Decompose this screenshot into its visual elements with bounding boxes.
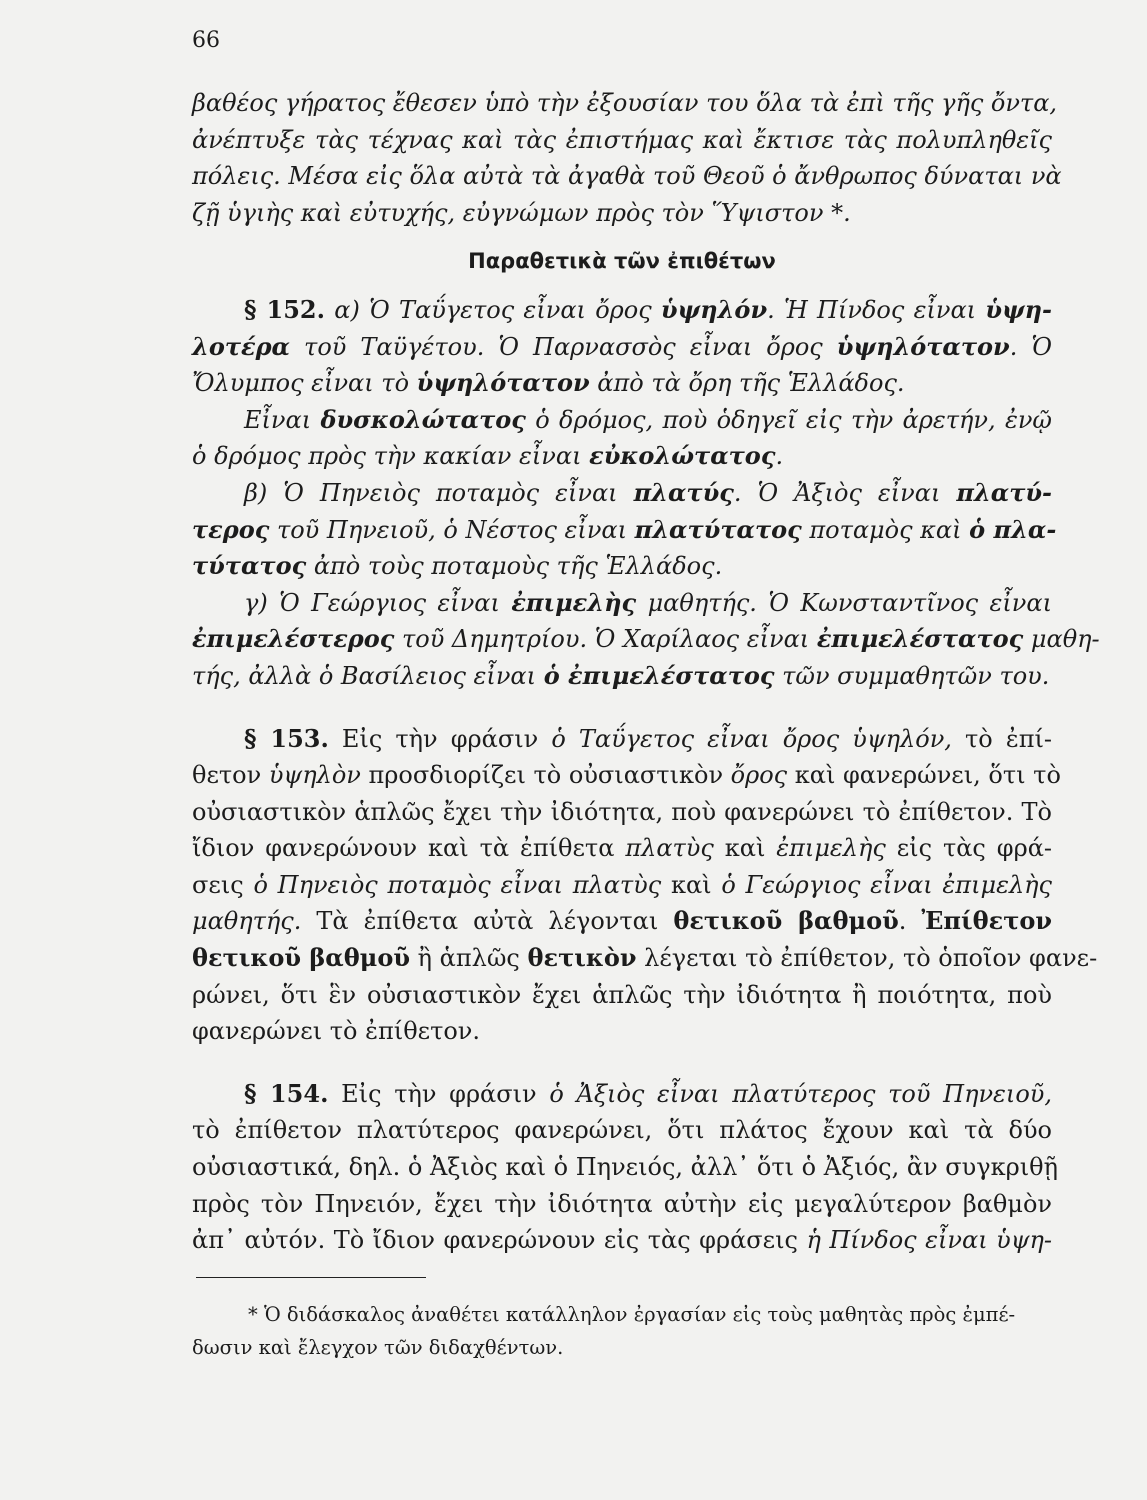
s153-text: σεις <box>192 870 254 899</box>
s152-text: . Ἡ Πίνδος εἶναι <box>767 295 986 324</box>
s154-line-1 <box>192 1076 1052 1113</box>
s152-text: α) Ὁ Ταΰγετος εἶναι ὄρος <box>325 295 661 324</box>
s152-emph: τερος <box>192 514 270 544</box>
s154-line-4: πρὸς τὸν Πηνειόν, ἔχει τὴν ἰδιότητα αὐτὴν εἰς μεγαλύτερον βαθμὸν <box>192 1189 1052 1218</box>
s153-bold: θετικοῦ βαθμοῦ <box>673 906 899 936</box>
intro-line-1: βαθέος γήρατος ἔθεσεν ὑπὸ τὴν ἐξουσίαν του ὅλα τὰ ἐπὶ τῆς γῆς ὄντα, <box>192 89 1058 117</box>
s152-text: τοῦ Ταϋγέτου. Ὁ Παρνασσὸς εἶναι ὄρος <box>290 332 837 361</box>
s154-number: § 154. <box>244 1078 329 1108</box>
s153-line-8: ρώνει, ὅτι ἓν οὐσιαστικὸν ἔχει ἁπλῶς τὴν ἰδιότητα ἢ ποιότητα, ποὺ <box>192 980 1052 1009</box>
s153-text: τὸ ἐπί- <box>951 724 1053 753</box>
s153-bold: Ἐπίθετον <box>921 906 1052 936</box>
page-body <box>192 85 1100 1259</box>
s152-line-6 <box>192 475 1052 512</box>
intro-line-3: πόλεις. Μέσα εἰς ὅλα αὐτὰ τὰ ἀγαθὰ τοῦ Θεοῦ ὁ ἄνθρωπος δύναται νὰ <box>192 162 1062 191</box>
s153-line-3: οὐσιαστικὸν ἁπλῶς ἔχει τὴν ἰδιότητα, ποὺ φανερώνει τὸ ἐπίθετον. Τὸ <box>192 797 1052 826</box>
s152-text: ποταμὸς καὶ <box>801 515 970 544</box>
s153-bold: θετικοῦ βαθμοῦ <box>192 943 411 973</box>
s152-emph: ὑψηλόν <box>660 294 768 324</box>
intro-line-4: ζῇ ὑγιὴς καὶ εὐτυχής, εὐγνώμων πρὸς τὸν Ὕψιστον *. <box>192 198 851 227</box>
footnote-divider <box>196 1277 426 1278</box>
s152-text: Εἶναι <box>244 405 321 434</box>
s153-line-4 <box>192 830 1052 867</box>
s152-emph: ὁ ἐπιμελέστατος <box>543 660 775 690</box>
s152-emph: τύτατος <box>192 551 307 581</box>
s154-line-5 <box>192 1222 1052 1259</box>
s153-text: ἴδιον φανερώνουν καὶ τὰ ἐπίθετα <box>192 834 626 863</box>
s152-text: ὁ δρόμος, ποὺ ὁδηγεῖ εἰς τὴν ἀρετήν, ἐνῷ <box>525 405 1053 434</box>
s153-text: καὶ <box>661 870 722 899</box>
s153-text: Τὰ ἐπίθετα αὐτὰ λέγονται <box>301 907 674 936</box>
s152-number: § 152. <box>244 294 325 324</box>
s152-emph: πλατύς <box>633 477 734 507</box>
intro-line-2: ἀνέπτυξε τὰς τέχνας καὶ τὰς ἐπιστήμας καὶ ἔκτισε τὰς πολυπληθεῖς <box>192 125 1052 154</box>
s153-text: εἰς τὰς φρά- <box>885 834 1053 863</box>
s152-line-3 <box>192 365 1052 402</box>
s154-line-3: οὐσιαστικά, δηλ. ὁ Ἀξιὸς καὶ ὁ Πηνειός, ἀλλ᾽ ὅτι ὁ Ἀξιός, ἂν συγκριθῇ <box>192 1153 1058 1182</box>
s152-text: . Ὁ <box>1009 332 1052 361</box>
s153-text: ἢ ἁπλῶς <box>410 944 528 973</box>
s153-italic: ἐπιμελὴς <box>776 834 886 863</box>
s153-italic: πλατὺς <box>625 834 714 863</box>
s152-emph: δυσκολώτατος <box>320 404 526 434</box>
s152-emph: ἐπιμελὴς <box>511 587 637 617</box>
s153-italic: ὑψηλὸν <box>268 761 361 790</box>
s152-text: ἀπὸ τοὺς ποταμοὺς τῆς Ἑλλάδος. <box>306 552 723 581</box>
s153-italic: ὄρος <box>730 761 788 790</box>
s152-text: γ) Ὁ Γεώργιος εἶναι <box>244 588 512 617</box>
s153-line-2 <box>192 757 1061 794</box>
s152-emph: πλατύτατος <box>634 514 802 544</box>
s153-text: καὶ <box>713 834 777 863</box>
page-number: 66 <box>192 28 220 53</box>
s152-emph: λοτέρα <box>192 331 291 361</box>
s152-emph: πλατύ- <box>956 477 1053 507</box>
s153-line-1 <box>192 721 1052 758</box>
s152-text: τοῦ Πηνειοῦ, ὁ Νέστος εἶναι <box>269 515 635 544</box>
s152-line-10 <box>192 621 1100 658</box>
s152-line-7 <box>192 512 1057 549</box>
s152-emph: εὐκολώτατος <box>589 441 776 471</box>
s152-emph: ὑψηλότατον <box>416 368 590 398</box>
s153-italic: μαθητής. <box>192 907 302 936</box>
s152-emph: ὑψηλότατον <box>836 331 1010 361</box>
s152-text: ἀπὸ τὰ ὄρη τῆς Ἑλλάδος. <box>589 369 905 398</box>
footnote-line-1: * Ὁ διδάσκαλος ἀναθέτει κατάλληλον ἐργασίαν εἰς τοὺς μαθητὰς πρὸς ἐμπέ- <box>248 1303 1016 1326</box>
s152-text: . <box>775 442 784 471</box>
s152-line-8 <box>192 548 1052 585</box>
s154-italic: ἡ Πίνδος εἶναι ὑψη- <box>806 1226 1053 1255</box>
s152-text: τῶν συμμαθητῶν του. <box>774 661 1050 690</box>
s152-line-4 <box>192 402 1052 439</box>
s153-italic: ὁ Ταΰγετος εἶναι ὄρος ὑψηλόν, <box>551 724 952 753</box>
s154-text: ἀπ᾽ αὐτόν. Τὸ ἴδιον φανερώνουν εἰς τὰς φράσεις <box>192 1226 807 1255</box>
s153-line-7 <box>192 940 1098 977</box>
s153-bold: θετικὸν <box>527 943 637 973</box>
s153-line-5 <box>192 867 1052 904</box>
s152-line-11 <box>192 658 1052 695</box>
s152-text: μαθητής. Ὁ Κωνσταντῖνος εἶναι <box>636 588 1052 617</box>
s153-text: λέγεται τὸ ἐπίθετον, τὸ ὁποῖον φανε- <box>636 944 1098 973</box>
s153-text: Εἰς τὴν φράσιν <box>328 724 552 753</box>
s152-text: . Ὁ Ἀξιὸς εἶναι <box>733 478 957 507</box>
footnote <box>192 1298 1052 1364</box>
footnote-line-2: δωσιν καὶ ἔλεγχον τῶν διδαχθέντων. <box>192 1336 564 1359</box>
s153-italic: ὁ Πηνειὸς ποταμὸς εἶναι πλατὺς <box>253 870 662 899</box>
s152-text: Ὄλυμπος εἶναι τὸ <box>192 369 417 398</box>
s152-line-9 <box>192 585 1052 622</box>
s154-text: Εἰς τὴν φράσιν <box>328 1079 550 1108</box>
s152-emph: ὑψη- <box>985 294 1053 324</box>
s152-line-1 <box>192 292 1052 329</box>
s152-text: ὁ δρόμος πρὸς τὴν κακίαν εἶναι <box>192 442 590 471</box>
s154-italic: ὁ Ἀξιὸς εἶναι πλατύτερος τοῦ Πηνειοῦ, <box>549 1079 1053 1108</box>
s153-text: θετον <box>192 761 269 790</box>
section-subheading: Παραθετικὰ τῶν ἐπιθέτων <box>468 249 776 274</box>
s152-emph: ἐπιμελέστερος <box>192 624 395 654</box>
s152-text: μαθη- <box>1023 625 1100 654</box>
s153-text: . <box>898 907 922 936</box>
s153-text: προσδιορίζει τὸ οὐσιαστικὸν <box>360 761 731 790</box>
s153-line-6 <box>192 903 1052 940</box>
s153-line-9: φανερώνει τὸ ἐπίθετον. <box>192 1017 481 1046</box>
s152-line-2 <box>192 329 1052 366</box>
s153-number: § 153. <box>244 723 329 753</box>
s152-line-5 <box>192 438 1052 475</box>
s153-italic: ὁ Γεώργιος εἶναι ἐπιμελὴς <box>721 870 1052 899</box>
s152-emph: ἐπιμελέστατος <box>816 624 1024 654</box>
s152-text: τοῦ Δημητρίου. Ὁ Χαρίλαος εἶναι <box>394 625 817 654</box>
s152-text: τής, ἀλλὰ ὁ Βασίλειος εἶναι <box>192 661 544 690</box>
s153-text: καὶ φανερώνει, ὅτι τὸ <box>787 761 1061 790</box>
s152-text: β) Ὁ Πηνειὸς ποταμὸς εἶναι <box>244 478 634 507</box>
s154-line-2: τὸ ἐπίθετον πλατύτερος φανερώνει, ὅτι πλάτος ἔχουν καὶ τὰ δύο <box>192 1116 1052 1145</box>
s152-emph: ὁ πλα- <box>969 514 1057 544</box>
